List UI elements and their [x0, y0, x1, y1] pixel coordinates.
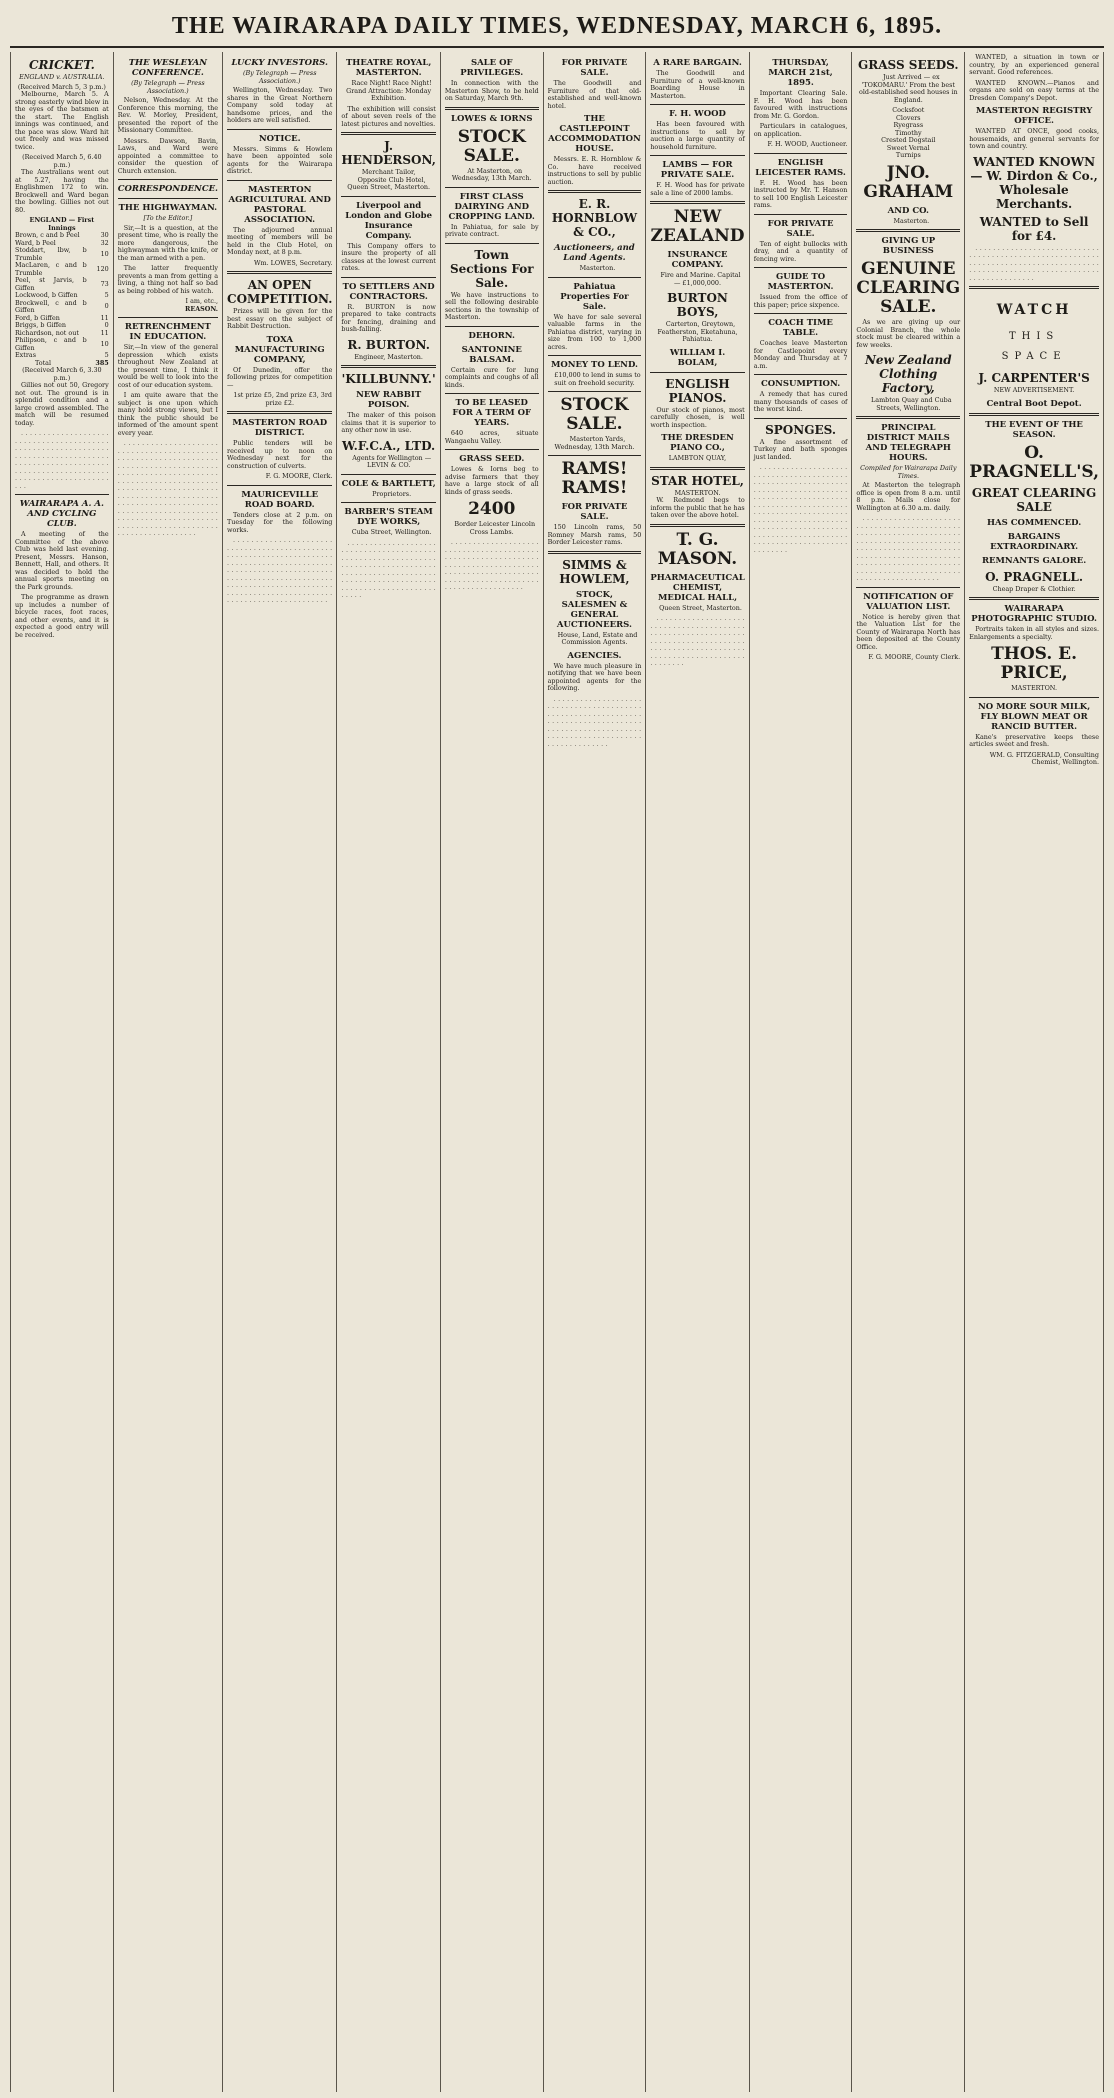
batsman-runs: 73	[100, 279, 109, 288]
article-paragraph: Messrs. Dawson, Bavin, Laws, and Ward were appointed a committee to consider the question of Church extension.	[117, 136, 219, 175]
wanted-ad: WANTED KNOWN.—Pianos and organs are sold on easy terms at the Dresden Company's Depot.	[969, 78, 1099, 102]
ad-paragraph: 640 acres, situate Wangaehu Valley.	[444, 429, 539, 445]
letter-paragraph: The latter frequently prevents a man from getting a living, a thing not half so bad as being robbed of his watch.	[117, 264, 219, 295]
barber-heading: BARBER'S STEAM DYE WORKS,	[344, 507, 433, 527]
space-word: SPACE	[1001, 351, 1067, 362]
divider	[445, 393, 539, 394]
divider	[15, 494, 109, 495]
ad-paragraph: Masterton Yards, Wednesday, 13th March.	[554, 435, 635, 451]
balsam-heading: SANTONINE BALSAM.	[461, 344, 522, 365]
to-editor: [To the Editor.]	[143, 214, 193, 222]
nz-insurance-heading: NEW ZEALAND	[650, 207, 745, 246]
ad-paragraph: This Company offers to insure the property of all classes at the lowest current rates.	[341, 241, 436, 272]
ad-paragraph: Lambton Quay and Cuba Streets, Wellington.	[871, 396, 952, 412]
divider	[856, 587, 960, 588]
ad-paragraph: Proprietors.	[372, 489, 412, 498]
road-district-heading: MASTERTON ROAD DISTRICT.	[232, 418, 328, 438]
letter-paragraph: Sir,—It is a question, at the present time, who is really the more dangerous, the highwayman with the knife, or the man armed with a pen.	[117, 223, 219, 262]
filler-text: . . . . . . . . . . . . . . . . . . . . . . . . . . . . . . . . . . . . . . . . . . . . . . . . . . . . . . . . . . . . . . . . . . . . . . . . . . . . . . . . . . . . . . . . . . . . . . . . . . . . . . . . . . . . . . . . . . . . . . . . . . . . . . . . . . . . . . . . . . . . . . . . . . . . . . . . . . . . . . . . . . . . . . . . . . . . . . . . . . . . . . . . . . . . . . . . . . . . . . . . . . . . . . . . . . . . . . . . . . . . . . . . . . . . . . . . . . . . . .	[753, 463, 848, 554]
clothing-factory-heading: New Zealand Clothing Factory,	[864, 353, 952, 395]
notice-paragraph: Public tenders will be received up to noon on Wednesday next for the construction of culverts.	[227, 439, 333, 470]
dresden-sub: LAMBTON QUAY,	[668, 454, 727, 462]
hornblow-sub: Auctioneers, and Land Agents.	[554, 243, 635, 263]
score-row	[15, 337, 109, 352]
lowes-iorns-heading: LOWES & IORNS	[450, 113, 533, 124]
carpenter-heading: J. CARPENTER'S	[978, 371, 1090, 385]
divider	[969, 286, 1099, 289]
received-line: (Received March 5, 3 p.m.)	[17, 82, 106, 91]
divider	[548, 391, 642, 392]
sell-heading: WANTED to Sell for £4.	[979, 214, 1089, 243]
divider	[754, 267, 848, 268]
clerk-signature: F. G. MOORE, Clerk.	[265, 472, 333, 480]
ad-paragraph: Ten of eight bullocks with dray, and a quantity of fencing wire.	[753, 239, 848, 263]
wanted-ad: WANTED, a situation in town or country, by an experienced general servant. Good references.	[969, 53, 1099, 76]
letter-signoff: I am, etc.,	[185, 297, 219, 305]
coach-heading: COACH TIME TABLE.	[768, 318, 833, 338]
guide-heading: GUIDE TO MASTERTON.	[767, 272, 834, 292]
column-8	[750, 52, 853, 2092]
divider	[548, 355, 642, 356]
batsman-runs: 5	[104, 291, 109, 299]
ad-paragraph: 150 Lincoln rams, 50 Romney Marsh rams, 50 Border Leicester rams.	[547, 523, 642, 546]
privileges-heading: SALE OF PRIVILEGES.	[460, 58, 524, 78]
article-paragraph: Gillies not out 50, Gregory not out. The ground is in splendid condition and a large crowd assembled. The match will be resumed today.	[15, 381, 109, 427]
private-sale-heading: FOR PRIVATE SALE.	[767, 218, 834, 239]
seed-item: Crested Dogstail	[881, 136, 936, 144]
filler-text: . . . . . . . . . . . . . . . . . . . . . . . . . . . . . . . . . . . . . . . . . . . . . . . . . . . . . . . . . . . . . . . . . . . . . . . . . . . . . . . . . . . . . . . . . . . . . . . . . . . . . . . . . . . . . . . . . . . . . . . . . . . . . . . . . . . . . . . . . . . . . . . . . . . . . . . . . . . . . . . . . . . . . . . . . . . . . . . . . . . . . . . . . . . . . . . . . . . . . . . . . . . . . . . . . . . . .	[227, 536, 333, 604]
divider	[548, 277, 642, 278]
batsman-name: Brown, c and b Peel	[15, 231, 80, 239]
pianos-heading: ENGLISH PIANOS.	[665, 376, 730, 405]
divider	[754, 418, 848, 419]
sponges-heading: SPONGES.	[765, 422, 837, 437]
ad-paragraph: Our stock of pianos, most carefully chosen, is well worth inspection.	[650, 405, 745, 429]
batsman-runs: 10	[100, 339, 109, 348]
ad-paragraph: The exhibition will consist of about seven reels of the latest pictures and novelties.	[341, 104, 436, 128]
new-advertisement: NEW ADVERTISEMENT.	[993, 386, 1075, 394]
butter-heading: NO MORE SOUR MILK, FLY BLOWN MEAT OR RANCID BUTTER.	[978, 701, 1091, 732]
ad-paragraph: Masterton.	[893, 216, 930, 225]
graham-sub: AND CO.	[887, 205, 929, 216]
seed-item: Turnips	[895, 151, 921, 159]
divider	[227, 485, 332, 486]
batsman-name: Richardson, not out	[15, 328, 79, 337]
ad-paragraph: Issued from the office of this paper; price sixpence.	[753, 293, 848, 309]
score-row	[15, 277, 109, 292]
secretary-signature: Wm. LOWES, Secretary.	[253, 258, 333, 267]
divider	[341, 132, 435, 135]
contractors-heading: TO SETTLERS AND CONTRACTORS.	[342, 281, 435, 302]
score-table	[15, 232, 109, 360]
rams-sub: FOR PRIVATE SALE.	[561, 502, 628, 522]
divider	[969, 597, 1099, 600]
batsman-name: Ward, b Peel	[15, 238, 56, 247]
simms-heading: SIMMS & HOWLEM,	[559, 557, 630, 586]
letter-paragraph: I am quite aware that the subject is one upon which many hold strong views, but I think the public should be informed of the amount spent every year.	[117, 391, 219, 437]
divider	[118, 198, 218, 199]
ad-paragraph: Border Leicester Lincoln Cross Lambs.	[454, 520, 536, 536]
lambs-heading: LAMBS — FOR PRIVATE SALE.	[660, 160, 735, 180]
lucky-investors-heading: LUCKY INVESTORS.	[231, 58, 328, 68]
ad-paragraph: Particulars in catalogues, on application.	[753, 122, 848, 138]
dairy-land-heading: FIRST CLASS DAIRYING AND CROPPING LAND.	[448, 191, 535, 222]
column-10	[965, 52, 1103, 2092]
ad-paragraph: £10,000 to lend in sums to suit on freehold security.	[554, 371, 641, 387]
burton-heading: R. BURTON.	[347, 337, 430, 352]
column-4	[337, 52, 440, 2092]
commenced-line: HAS COMMENCED.	[986, 517, 1082, 528]
ad-paragraph: A remedy that has cured many thousands of cases of the worst kind.	[753, 390, 848, 413]
clearing-sale-heading: GENUINE CLEARING SALE.	[856, 259, 961, 317]
ad-paragraph: House, Land, Estate and Commission Agents.	[557, 630, 638, 646]
remnants-line: REMNANTS GALORE.	[981, 555, 1087, 566]
great-sale-heading: GREAT CLEARING SALE	[971, 485, 1097, 514]
lambs-count: 2400	[468, 499, 516, 519]
filler-text: . . . . . . . . . . . . . . . . . . . . . . . . . . . . . . . . . . . . . . . . . . . . . . . . . . . . . . . . . . . . . . . . . . . . . . . . . . . . . . . . . . . . . . . . . . . . . . . . . . . . . . . . . . . . . . . . . . . . . . . . . . . . . . . . . . . . .	[650, 614, 745, 667]
received-line: (Received March 6, 3.30 p.m.)	[22, 366, 102, 382]
divider	[548, 551, 642, 554]
divider	[341, 502, 435, 503]
correspondence-heading: CORRESPONDENCE.	[117, 184, 219, 194]
pragnell-heading: O. PRAGNELL'S,	[969, 442, 1100, 482]
pragnell-sub: Cheap Draper & Clothier.	[992, 584, 1076, 593]
ad-paragraph: Certain cure for lung complaints and coughs of all kinds.	[444, 365, 539, 389]
theatre-heading: THEATRE ROYAL, MASTERTON.	[345, 58, 432, 78]
clerk-signature: F. G. MOORE, County Clerk.	[868, 653, 961, 661]
column-2	[114, 52, 223, 2092]
divider	[341, 474, 435, 475]
divider	[341, 196, 435, 197]
ad-paragraph: At Masterton, on Wednesday, 13th March.	[451, 166, 532, 182]
divider	[341, 277, 435, 278]
ad-paragraph: We have much pleasure in notifying that we have been appointed agents for the following.	[547, 661, 642, 692]
ad-paragraph: R. BURTON is now prepared to take contracts for fencing, draining and bush-falling.	[341, 302, 436, 333]
ad-paragraph: We have instructions to sell the following desirable sections in the township of Masterton.	[444, 290, 539, 321]
ad-paragraph: Masterton.	[579, 264, 616, 272]
batsman-name: Extras	[15, 351, 36, 359]
ad-paragraph: Kane's preservative keeps these articles sweet and fresh.	[969, 732, 1099, 748]
ad-paragraph: F. H. Wood has been instructed by Mr. T. Hanson to sell 100 English Leicester rams.	[753, 178, 848, 209]
article-paragraph: Nelson, Wednesday. At the Conference this morning, the Rev. W. Morley, President, presented the report of the Missionary Committee.	[117, 96, 219, 134]
bargains-line: BARGAINS EXTRAORDINARY.	[990, 531, 1079, 552]
henderson-sub: Merchant Tailor,	[361, 168, 416, 176]
notice-paragraph: Messrs. Simms & Howlem have been appointed sole agents for the Wairarapa district.	[227, 144, 333, 175]
batsman-name: Lockwood, b Giffen	[15, 291, 78, 299]
burton-boys-heading: BURTON BOYS,	[667, 291, 728, 319]
received-line: (Received March 5, 6.40 p.m.)	[22, 153, 102, 169]
divider	[227, 180, 332, 181]
divider	[445, 326, 539, 327]
divider	[445, 449, 539, 450]
retrenchment-heading: RETRENCHMENT IN EDUCATION.	[124, 322, 211, 342]
divider	[118, 179, 218, 180]
ad-paragraph: Of Dunedin, offer the following prizes for competition —	[227, 365, 333, 389]
masthead: THE WAIRARAPA DAILY TIMES, WEDNESDAY, MARCH 6, 1895.	[10, 6, 1104, 48]
divider	[227, 129, 332, 130]
cricket-subheading: ENGLAND v. AUSTRALIA.	[19, 73, 105, 81]
pragnell-signature: O. PRAGNELL.	[985, 569, 1083, 584]
ad-paragraph: Portraits taken in all styles and sizes. Enlargements a specialty.	[969, 625, 1099, 641]
cycling-club-heading: WAIRARAPA A. A. AND CYCLING CLUB.	[19, 499, 104, 529]
henderson-heading: J. HENDERSON,	[341, 139, 436, 167]
notice-heading: NOTICE.	[258, 133, 301, 144]
divider	[754, 313, 848, 314]
ad-paragraph: Notice is hereby given that the Valuation List for the County of Wairarapa North has been deposited at the County Office.	[856, 612, 961, 651]
hornblow-heading: E. R. HORNBLOW & CO.,	[551, 197, 638, 239]
wesleyan-heading: THE WESLEYAN CONFERENCE.	[128, 58, 208, 78]
ad-paragraph: Opposite Club Hotel, Queen Street, Masterton.	[347, 175, 431, 191]
ad-paragraph: Agents for Wellington — LEVIN & CO.	[352, 453, 432, 469]
price-sub: MASTERTON.	[1011, 684, 1058, 692]
seed-list	[856, 107, 960, 160]
cricket-heading: CRICKET.	[28, 58, 95, 72]
bolam-heading: WILLIAM I. BOLAM,	[669, 347, 726, 368]
castlepoint-heading: THE CASTLEPOINT ACCOMMODATION HOUSE.	[548, 114, 641, 154]
batsman-runs: 11	[100, 313, 109, 322]
ad-paragraph: A fine assortment of Turkey and bath sponges just landed.	[753, 437, 848, 461]
ad-paragraph: Important Clearing Sale. F. H. Wood has been favoured with instructions from Mr. G. Gordon.	[753, 89, 848, 120]
batsman-runs: 11	[100, 328, 109, 337]
article-paragraph: The Australians went out at 5.27, having the Englishmen 172 to win. Brockwell and Ward began the bowling. Gillies not out 80.	[15, 168, 109, 214]
pahiatua-heading: Pahiatua Properties For Sale.	[560, 281, 629, 312]
private-sale-heading: FOR PRIVATE SALE.	[561, 58, 628, 78]
nz-insurance-sub: INSURANCE COMPANY.	[667, 250, 728, 270]
ad-paragraph: Prizes will be given for the best essay on the subject of Rabbit Destruction.	[227, 307, 333, 330]
batsman-runs: 0	[104, 302, 109, 311]
cole-bartlett-heading: COLE & BARTLETT,	[341, 478, 436, 489]
column-5	[441, 52, 544, 2092]
total-label: Total	[35, 358, 52, 367]
article-paragraph: Melbourne, March 5. A strong easterly wind blew in the eyes of the batsmen at the start. The English innings was continued, and the pace was slow. Ward hit out freely and was missed twice.	[15, 90, 109, 151]
batsman-name: Briggs, b Giffen	[15, 321, 67, 329]
batsman-runs: 32	[100, 238, 109, 247]
price-heading: THOS. E. PRICE,	[991, 644, 1078, 683]
letter-signature: REASON.	[185, 304, 219, 313]
seed-item: Timothy	[895, 128, 922, 137]
ad-paragraph: W. Redmond begs to inform the public that he has taken over the above hotel.	[650, 496, 745, 519]
filler-text: . . . . . . . . . . . . . . . . . . . . . . . . . . . . . . . . . . . . . . . . . . . . . . . . . . . . . . . . . . . . . . . . . . . . . . . . . . . . . . . . . . . . . . . . . . . . . . . . . . . . . . . . . . . . . . . . . . . . . . . . . . . . . . . . . . . . . . . . . . . . . . . . . . . . . . . . . . . . . . . . . . . . . . . . . . . . . . . . . . . . . . . . . . . . . . . . . . . . . . . . . .	[856, 514, 961, 582]
divider	[445, 107, 539, 110]
graham-heading: JNO. GRAHAM	[863, 162, 954, 202]
ad-paragraph: The Goodwill and Furniture of a well-known Boarding House in Masterton.	[650, 69, 745, 100]
simms-sub: STOCK, SALESMEN & GENERAL AUCTIONEERS.	[556, 589, 632, 630]
divider	[650, 201, 744, 204]
batsman-runs: 5	[104, 351, 109, 359]
giving-up-heading: GIVING UP BUSINESS	[881, 236, 936, 256]
score-row	[15, 262, 109, 277]
killbunny-sub: NEW RABBIT POISON.	[356, 390, 422, 410]
batsman-name: MacLaren, c and b Trumble	[15, 261, 87, 277]
agencies-heading: AGENCIES.	[567, 650, 622, 661]
total-value: 385	[95, 358, 109, 367]
bargain-heading: A RARE BARGAIN.	[653, 58, 742, 68]
divider	[118, 317, 218, 318]
grass-seeds-heading: GRASS SEEDS.	[858, 58, 959, 72]
dresden-heading: THE DRESDEN PIANO CO.,	[661, 433, 734, 453]
money-heading: MONEY TO LEND.	[550, 360, 638, 370]
column-1	[11, 52, 114, 2092]
ad-paragraph: The maker of this poison claims that it is superior to any other now in use.	[341, 411, 436, 434]
burton-sub: Engineer, Masterton.	[354, 352, 423, 361]
mason-heading: T. G. MASON.	[657, 529, 738, 569]
killbunny-heading: 'KILLBUNNY.'	[341, 372, 436, 386]
wood-heading: F. H. WOOD	[669, 109, 726, 119]
lease-heading: TO BE LEASED FOR A TERM OF YEARS.	[452, 398, 532, 428]
batsman-name: Brockwell, c and b Giffen	[15, 298, 87, 314]
ad-paragraph: In Pahiatua, for sale by private contract.	[444, 222, 539, 238]
divider	[856, 416, 960, 419]
photo-studio-heading: WAIRARAPA PHOTOGRAPHIC STUDIO.	[971, 604, 1097, 624]
toxa-company: TOXA MANUFACTURING COMPANY,	[234, 334, 325, 365]
registry-heading: MASTERTON REGISTRY OFFICE.	[975, 106, 1093, 126]
ad-paragraph: In connection with the Masterton Show, to be held on Saturday, March 9th.	[444, 79, 539, 102]
divider	[650, 524, 744, 527]
ad-paragraph: Lowes & Iorns beg to advise farmers that they have a large stock of all kinds of grass seeds.	[444, 465, 539, 496]
batsman-name: Philipson, c and b Giffen	[15, 336, 87, 352]
wfca-heading: W.F.C.A., LTD.	[342, 438, 436, 453]
mason-sub: PHARMACEUTICAL CHEMIST, MEDICAL HALL,	[650, 572, 745, 603]
divider	[650, 155, 744, 156]
ad-paragraph: Queen Street, Masterton.	[659, 603, 742, 612]
batsman-runs: 10	[100, 249, 109, 258]
mails-heading: PRINCIPAL DISTRICT MAILS AND TELEGRAPH HOURS.	[865, 423, 951, 463]
auctioneer-signature: F. H. WOOD, Auctioneer.	[767, 140, 848, 148]
column-7	[646, 52, 749, 2092]
ad-paragraph: As we are giving up our Colonial Branch, the whole stock must be cleared within a few weeks.	[856, 318, 961, 349]
article-paragraph: The programme as drawn up includes a number of bicycle races, foot races, and other events, and it is expected a good entry will be received.	[15, 593, 109, 639]
divider	[754, 214, 848, 215]
batsman-name: Ford, b Giffen	[15, 313, 60, 322]
article-paragraph: A meeting of the Committee of the above Club was held last evening. Present, Messrs. Hanson, Bennett, Hall, and others. It was decided to hold the annual sports meeting on the Park grounds.	[15, 530, 109, 591]
ad-paragraph: Just Arrived — ex 'TOKOMARU.' From the best old-established seed houses in England.	[858, 73, 958, 104]
wesleyan-sub: (By Telegraph — Press Association.)	[131, 79, 205, 95]
letter-paragraph: Sir,—In view of the general depression which exists throughout New Zealand at the present time, I think it would be well to look into the cost of our education system.	[117, 343, 219, 389]
watch-word: WATCH	[996, 302, 1072, 318]
notice-paragraph: Tenders close at 2 p.m. on Tuesday for the following works.	[227, 510, 333, 534]
ad-paragraph: F. H. Wood has for private sale a line of 2000 lambs.	[650, 181, 745, 197]
seed-item: Ryegrass	[893, 121, 924, 129]
stock-sale-heading: STOCK SALE.	[457, 126, 526, 166]
column-3	[223, 52, 337, 2092]
ad-paragraph: Coaches leave Masterton for Castlepoint every Monday and Thursday at 7 a.m.	[753, 339, 848, 370]
lucky-investors-sub: (By Telegraph — Press Association.)	[242, 69, 317, 85]
filler-text: . . . . . . . . . . . . . . . . . . . . . . . . . . . . . . . . . . . . . . . . . . . . . . . . . . . . . . . . . . . . . . . . . . . . . . . . . . . . . . . . . . . . . . . . . . . . . . . . . . . . . . . . . . . . . . . . . . . . . . . . . . . . . . . . . . . . . . . . . . . . . . .	[444, 538, 539, 591]
divider	[969, 413, 1099, 416]
notice-paragraph: The adjourned annual meeting of members will be held in the Club Hotel, on Monday next, at 8 p.m.	[227, 225, 333, 256]
consumption-heading: CONSUMPTION.	[760, 379, 841, 389]
filler-text: . . . . . . . . . . . . . . . . . . . . . . . . . . . . . . . . . . . . . . . . . . . . . . . . . . . . . . . . . . . . . . . . . . . . . . . . . . . . . . . . . . . . . . . . . . . . . . . . . . . . . . . . . . . . . . . . . . . . . . . . . . . . . . . . . . . . . . . . . . . . . . . . . . . . .	[15, 429, 109, 490]
seed-item: Cocksfoot	[892, 106, 925, 114]
mails-sub: Compiled for Wairarapa Daily Times.	[860, 464, 957, 480]
ad-paragraph: 1st prize £5, 2nd prize £3, 3rd prize £2.	[233, 391, 333, 407]
filler-text: . . . . . . . . . . . . . . . . . . . . . . . . . . . . . . . . . . . . . . . . . . . . . . . . . . . . . . . . . . . . . . . . . . . . . . . . . . . . . . . . . . . . . . . . . . . . . . . . . . . . . . . . . . . . . . . . . . . . . . . . . . . . . . . . . . . . . . . . . . .	[547, 694, 642, 748]
divider	[227, 271, 332, 274]
competition-heading: AN OPEN COMPETITION.	[227, 278, 333, 306]
divider	[650, 372, 744, 373]
article-paragraph: Wellington, Wednesday. Two shares in the Great Northern Company sold today at handsome prices, and the holders are well satisfied.	[227, 86, 333, 124]
star-hotel-sub: MASTERTON.	[674, 488, 721, 497]
insurance-heading: Liverpool and London and Globe Insurance Company.	[345, 200, 432, 241]
valuation-heading: NOTIFICATION OF VALUATION LIST.	[863, 591, 954, 612]
ad-paragraph: We have for sale several valuable farms in the Pahiatua district, varying in size from 100 to 1,000 acres.	[547, 312, 642, 351]
rams-heading: RAMS! RAMS!	[561, 459, 628, 498]
event-heading: THE EVENT OF THE SEASON.	[985, 419, 1083, 440]
batsman-name: Peel, st Jarvis, b Giffen	[15, 276, 87, 292]
boot-depot: Central Boot Depot.	[986, 398, 1082, 409]
divider	[445, 187, 539, 188]
ad-paragraph: The Goodwill and Furniture of that old-established and well-known hotel.	[547, 79, 642, 110]
town-sections-heading: Town Sections For Sale.	[449, 247, 534, 290]
association-heading: MASTERTON AGRICULTURAL AND PASTORAL ASSOCIATION.	[228, 184, 331, 225]
score-table-title: ENGLAND — First Innings	[29, 216, 95, 232]
wanted-ad: WANTED AT ONCE, good cooks, housemaids, and general servants for town and country.	[969, 127, 1099, 150]
batsman-runs: 0	[104, 321, 109, 329]
divider	[548, 190, 642, 193]
ad-paragraph: Messrs. E. R. Hornblow & Co. have received instructions to sell by public auction.	[547, 155, 642, 186]
batsman-name: Stoddart, lbw, b Trumble	[15, 246, 87, 262]
stock-sale-heading: STOCK SALE.	[560, 395, 629, 434]
divider	[341, 365, 435, 368]
seed-item: Clovers	[896, 113, 921, 122]
ad-paragraph: Has been favoured with instructions to sell by auction a large quantity of household furniture.	[650, 120, 745, 151]
chemist-signature: WM. G. FITZGERALD, Consulting Chemist, Wellington.	[989, 750, 1099, 766]
columns	[10, 52, 1104, 2092]
batsman-runs: 30	[100, 231, 109, 239]
ad-paragraph: Cuba Street, Wellington.	[351, 528, 432, 536]
highwayman-heading: THE HIGHWAYMAN.	[118, 203, 218, 213]
column-9	[852, 52, 965, 2092]
ad-paragraph: Carterton, Greytown, Featherston, Eketahuna, Pahiatua.	[657, 320, 738, 343]
divider	[856, 229, 960, 232]
ad-paragraph: At Masterton the telegraph office is open from 8 a.m. until 8 p.m. Mails close for Wellington at 6.30 a.m. daily.	[856, 481, 961, 512]
divider	[754, 153, 848, 154]
dirdon-heading: WANTED KNOWN — W. Dirdon & Co., Wholesale Merchants.	[970, 154, 1098, 211]
road-board-heading: MAURICEVILLE ROAD BOARD.	[241, 489, 319, 510]
divider	[754, 374, 848, 375]
grass-seed-heading: GRASS SEED.	[459, 454, 525, 464]
divider	[969, 697, 1099, 698]
score-row	[15, 300, 109, 315]
divider	[548, 455, 642, 456]
column-6	[544, 52, 647, 2092]
filler-text: . . . . . . . . . . . . . . . . . . . . . . . . . . . . . . . . . . . . . . . . . . . . . . . . . . . . . . . . . . . . . . . . . . . . . . . . . . . . . . . . . . . . . . . . . . . . . . . . . . . . . . . . . . . . . . . . . . . . . . . . . . . . . . . . . . . . . . . . . . . . . . . . . . . . . . .	[341, 538, 436, 599]
filler-text: . . . . . . . . . . . . . . . . . . . . . . . . . . . . . . . . . . . . . . . . . . . . . . . . . . . . . . . . . . . . . . . . . . . . . . . . . . . . . . . . . . . . . . . . . . . . . . . . . . . . . . . . . . . . . . . . . . . . . . . . . . . . . . . . . . . . . . . . . . . . . . . . . . . . . . . . . . . . . . . . . . . . . . . . . . . . . . . . . . . . . . . . . . . . . . . . . . . . . . . . . . . . . . . . . . . . . . . . . . . . . . . . . . . . . . . . . . . . . . . . . . . . . . . . . . . . . . . . . . . . . . . . . . . . . . . . . . . . . . . . .	[117, 439, 219, 537]
thursday-heading: THURSDAY, MARCH 21st, 1895.	[768, 58, 833, 88]
ad-paragraph: Race Night! Race Night! Grand Attraction: Monday Exhibition.	[346, 79, 432, 102]
seed-item: Sweet Vernal	[886, 143, 930, 152]
this-word: THIS	[1008, 331, 1060, 342]
divider	[227, 411, 332, 414]
ad-paragraph: Fire and Marine. Capital — £1,000,000.	[660, 271, 741, 287]
filler-text: . . . . . . . . . . . . . . . . . . . . . . . . . . . . . . . . . . . . . . . . . . . . . . . . . . . . . . . . . . . . . . . . . . . . . . . . . . . . . . . . . . . . . . . . . . . . . . . . . . . . . . . . . . . . . . . . . . . . . . . . . . . . . . . . . .	[969, 243, 1099, 282]
divider	[650, 467, 744, 470]
score-row	[15, 247, 109, 262]
divider	[650, 104, 744, 105]
divider	[445, 243, 539, 244]
batsman-runs: 120	[96, 264, 109, 273]
dehorn-heading: DEHORN.	[468, 330, 515, 341]
star-hotel-heading: STAR HOTEL,	[651, 473, 744, 488]
leicester-heading: ENGLISH LEICESTER RAMS.	[755, 157, 846, 178]
